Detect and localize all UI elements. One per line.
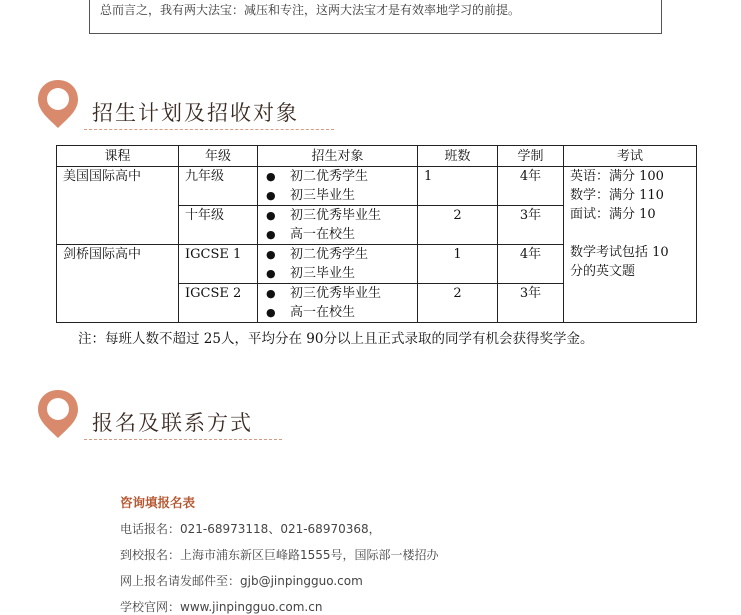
- grade-cell: IGCSE 1: [179, 245, 258, 284]
- grade-cell: IGCSE 2: [179, 284, 258, 323]
- exam-line: 面试：满分 10: [570, 207, 656, 222]
- duration-cell: 3年: [498, 206, 564, 245]
- col-header-target: 招生对象: [258, 146, 418, 167]
- classes-cell: 2: [418, 206, 498, 245]
- target-cell: [258, 206, 418, 245]
- target-item: ● 初三毕业生: [264, 186, 411, 205]
- exam-note: 分的英文题: [570, 264, 636, 279]
- classes-cell: 1: [418, 245, 498, 284]
- target-item: ● 初二优秀学生: [264, 167, 411, 186]
- exam-line: 英语：满分 100: [570, 169, 664, 184]
- target-item: ● 初三优秀毕业生: [264, 206, 411, 225]
- duration-cell: 4年: [498, 245, 564, 284]
- table-header-row: [57, 146, 697, 167]
- col-header-grade: 年级: [179, 146, 258, 167]
- contact-phone: 电话报名：021-68973118、021-68970368，: [120, 522, 381, 536]
- classes-cell: 1: [418, 167, 498, 206]
- target-item: ● 高一在校生: [264, 225, 411, 244]
- exam-cell: [564, 167, 697, 323]
- section-title-contact: 报名及联系方式: [92, 411, 253, 435]
- section-title-plan: 招生计划及招收对象: [92, 101, 299, 125]
- course-name: 美国国际高中: [57, 167, 179, 245]
- course-name: 剑桥国际高中: [57, 245, 179, 323]
- classes-cell: 2: [418, 284, 498, 323]
- duration-cell: 4年: [498, 167, 564, 206]
- target-item: ● 初二优秀学生: [264, 245, 411, 264]
- col-header-exam: 考试: [564, 146, 697, 167]
- enrollment-table: [56, 145, 697, 323]
- target-item: ● 高一在校生: [264, 303, 411, 322]
- title-underline: [84, 439, 282, 440]
- grade-cell: 十年级: [179, 206, 258, 245]
- table-row: [57, 167, 697, 206]
- exam-line: 数学：满分 110: [570, 188, 664, 203]
- exam-note: 数学考试包括 10: [570, 245, 669, 260]
- title-underline: [84, 129, 334, 130]
- duration-cell: 3年: [498, 284, 564, 323]
- target-cell: [258, 245, 418, 284]
- contact-heading[interactable]: 咨询填报名表: [120, 495, 196, 510]
- table-footnote: 注：每班人数不超过 25人，平均分在 90分以上且正式录取的同学有机会获得奖学金。: [78, 331, 594, 347]
- contact-website[interactable]: 学校官网：www.jinpingguo.com.cn: [120, 600, 323, 614]
- col-header-course: 课程: [57, 146, 179, 167]
- location-pin-icon: [36, 78, 80, 130]
- col-header-classes: 班数: [418, 146, 498, 167]
- col-header-duration: 学制: [498, 146, 564, 167]
- grade-cell: 九年级: [179, 167, 258, 206]
- contact-visit: 到校报名：上海市浦东新区巨峰路1555号，国际部一楼招办: [120, 548, 439, 562]
- target-cell: [258, 284, 418, 323]
- location-pin-icon: [36, 388, 80, 440]
- target-item: ● 初三优秀毕业生: [264, 284, 411, 303]
- contact-email[interactable]: 网上报名请发邮件至：gjb@jinpingguo.com: [120, 574, 363, 588]
- target-item: ● 初三毕业生: [264, 264, 411, 283]
- summary-box: [89, 0, 662, 34]
- target-cell: [258, 167, 418, 206]
- summary-text: 总而言之，我有两大法宝：减压和专注，这两大法宝才是有效率地学习的前提。: [100, 3, 521, 17]
